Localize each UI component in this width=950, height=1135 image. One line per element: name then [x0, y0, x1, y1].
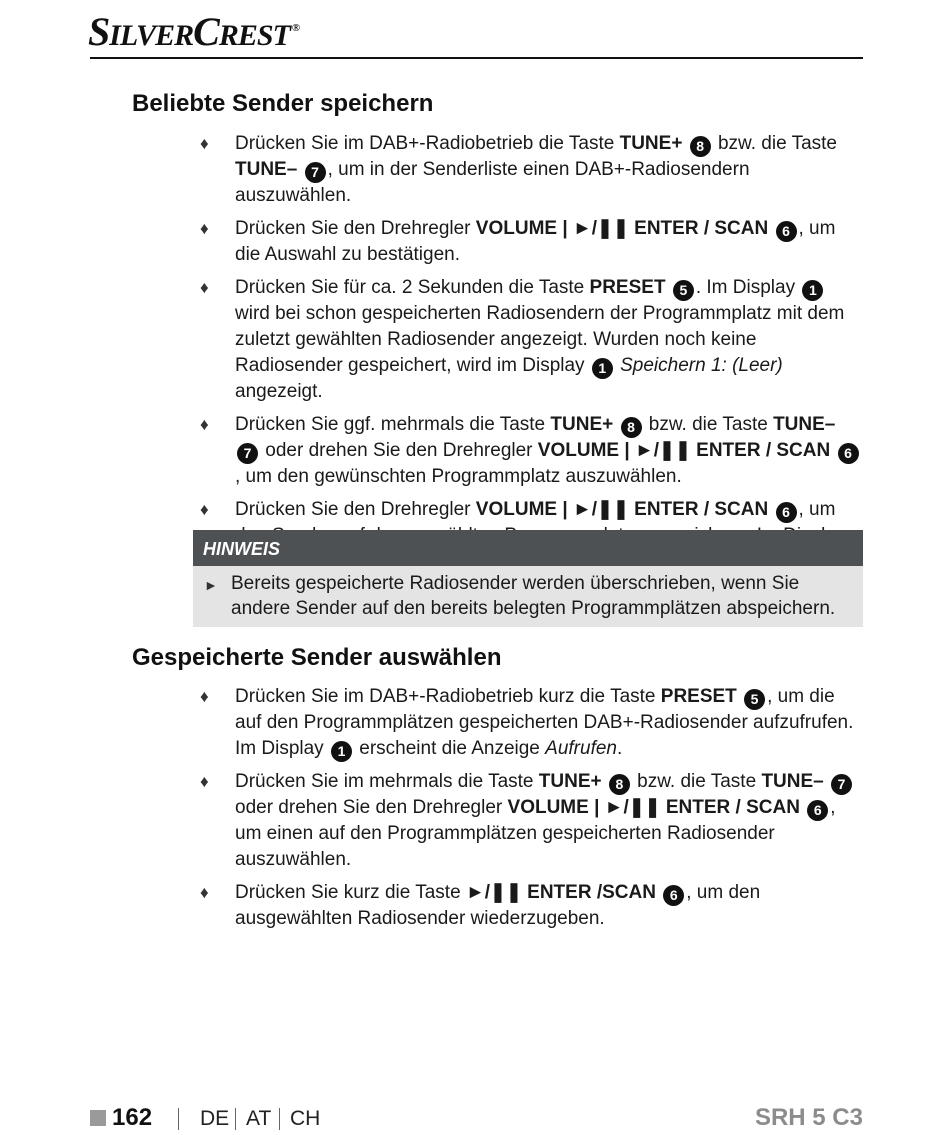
reference-number-badge: 8 [621, 417, 642, 438]
footer-divider [235, 1108, 236, 1130]
reference-number-badge: 6 [776, 502, 797, 523]
diamond-bullet-icon: ♦ [200, 219, 209, 238]
reference-number-badge: 5 [673, 280, 694, 301]
footer-divider [178, 1108, 179, 1130]
header-rule [90, 57, 863, 59]
note-body [193, 566, 863, 627]
diamond-bullet-icon: ♦ [200, 134, 209, 153]
page-number: 162 [112, 1104, 153, 1131]
model-number: SRH 5 C3 [754, 1104, 863, 1131]
instruction-list-save [195, 131, 863, 582]
diamond-bullet-icon: ♦ [200, 687, 209, 706]
reference-number-badge: 7 [831, 774, 852, 795]
reference-number-badge: 6 [663, 885, 684, 906]
reference-number-badge: 5 [744, 689, 765, 710]
diamond-bullet-icon: ♦ [200, 500, 209, 519]
list-item: ♦ Drücken Sie den Drehregler VOLUME | ►/❚❚ ENTER / SCAN 6 , um [195, 497, 863, 575]
list-item: ♦ Drücken Sie für ca. 2 Sekunden die Taste PRESET 5 . Im Display 1 wird bei schon gespeicherten Radiosendern der Programmplatz mit dem zuletzt gewählten Radiosender angezeigt. Wurden noch keine Radiosender gespeichert, wird im Display 1 Speichern 1: (Leer) angezeigt. [200, 277, 845, 402]
reference-number-badge: 1 [802, 280, 823, 301]
reference-number-badge: 6 [807, 800, 828, 821]
note-box [193, 530, 863, 627]
diamond-bullet-icon: ♦ [200, 278, 209, 297]
footer-square-icon [90, 1110, 106, 1126]
reference-number-badge: 8 [609, 774, 630, 795]
instruction-list-select [195, 684, 863, 939]
section-title-save: Beliebte Sender speichern [132, 90, 434, 117]
list-item: ♦ Drücken Sie im DAB+-Radiobetrieb die Taste TUNE+ 8 bzw. die Taste TUNE– 7 , um in der Senderliste einen DAB+-Radiosendern auszuwählen. [200, 133, 837, 206]
section-title-select: Gespeicherte Sender auswählen [132, 644, 502, 671]
reference-number-badge: 1 [331, 741, 352, 762]
reference-number-badge: 7 [305, 162, 326, 183]
language-code: DE [200, 1107, 230, 1130]
diamond-bullet-icon: ♦ [200, 772, 209, 791]
list-item: ♦ Drücken Sie den Drehregler VOLUME | ►/❚❚ ENTER / SCAN 6 , um die Auswahl zu bestätigen. [200, 218, 836, 265]
diamond-bullet-icon: ♦ [200, 883, 209, 902]
arrow-right-icon: ► [204, 577, 218, 593]
reference-number-badge: 1 [592, 358, 613, 379]
reference-number-badge: 6 [838, 443, 859, 464]
list-item: ♦ Drücken Sie im DAB+-Radiobetrieb kurz die Taste PRESET 5 , um die auf den Programmplätzen gespeicherten DAB+-Radiosender aufzufrufen. Im Display 1 erscheint die Anzeige Aufrufen. [195, 684, 863, 762]
note-heading: HINWEIS [193, 530, 863, 566]
reference-number-badge: 8 [690, 136, 711, 157]
list-item: ♦ Drücken Sie kurz die Taste ►/❚❚ ENTER /SCAN 6 , um den ausgewählten Radiosender wiederzugeben. [200, 882, 761, 929]
language-code: CH [290, 1107, 321, 1130]
note-text: Bereits gespeicherte Radiosender werden überschrieben, wenn Sie andere Sender auf den bereits belegten Programmplätzen abspeichern. [231, 573, 836, 619]
reference-number-badge: 7 [237, 443, 258, 464]
brand-logo: SILVERCREST ® [88, 9, 300, 54]
list-item: ♦ Drücken Sie im mehrmals die Taste TUNE+ 8 bzw. die Taste TUNE– 7 oder drehen Sie den Drehregler VOLUME | ►/❚❚ ENTER / SCAN 6 , um einen auf den Programmplätzen gespeicherten Radiosender auszuwählen. [195, 769, 863, 873]
list-item: ♦ Drücken Sie ggf. mehrmals die Taste TUNE+ 8 bzw. die Taste TUNE– 7 oder drehen Sie den Drehregler VOLUME | ►/❚❚ ENTER / SCAN 6, um den gewünschten Programmplatz auszuwählen. [195, 412, 863, 490]
footer-divider [279, 1108, 280, 1130]
language-code: AT [246, 1107, 272, 1130]
diamond-bullet-icon: ♦ [200, 415, 209, 434]
reference-number-badge: 6 [776, 221, 797, 242]
